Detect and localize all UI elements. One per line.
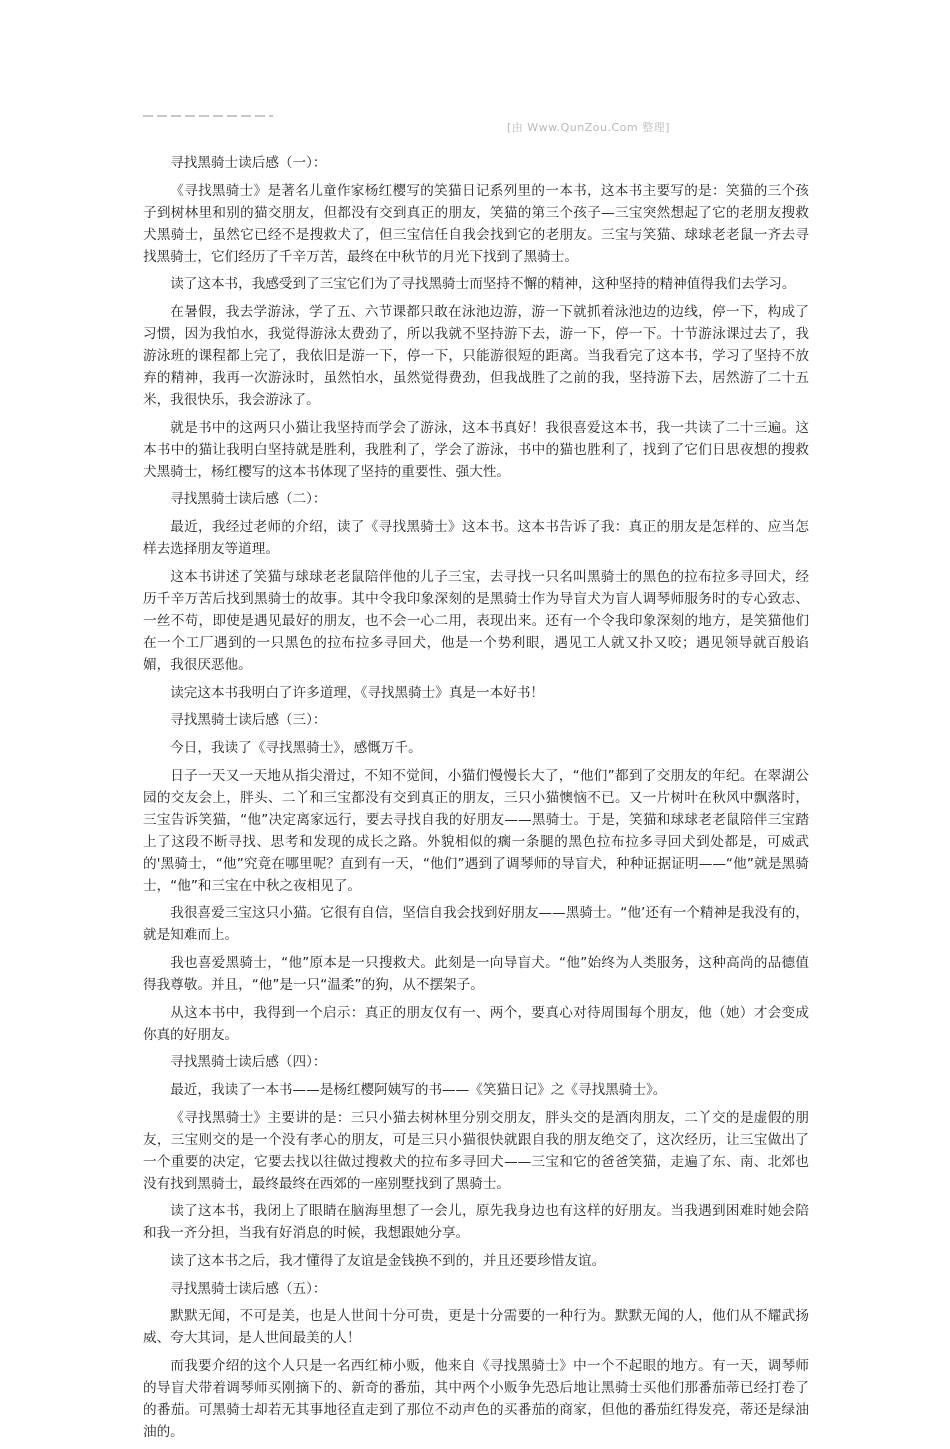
paragraph: 日子一天又一天地从指尖滑过，不知不觉间，小猫们慢慢长大了，“他们”都到了交朋友的年纪。在翠湖公园的交友会上，胖头、二丫和三宝都没有交到真正的朋友，三只小猫懊恼不已。又一片树叶在秋风中飘落时，三宝告诉笑猫，“他”决定离家远行，要去寻找自我的好朋友——黑骑士。于是，笑猫和球球老老鼠陪伴三宝踏上了这段不断寻找、思考和发现的成长之路。外貌相似的瘸一条腿的黑色拉布拉多寻回犬到处都是，可威武的'黑骑士，“他”究竟在哪里呢？直到有一天，“他们”遇到了调琴师的导盲犬，种种证据证明——“他”就是黑骑士，“他”和三宝在中秋之夜相见了。 <box>143 767 809 894</box>
paragraph: 今日，我读了《寻找黑骑士》，感慨万千。 <box>170 739 422 756</box>
paragraph: 我也喜爱黑骑士，“他”原本是一只搜救犬。此刻是一向导盲犬。“他”始终为人类服务，这种高尚的品德值得我尊敬。并且，“他”是一只“温柔”的狗，从不摆架子。 <box>143 954 809 993</box>
section-heading-1: 寻找黑骑士读后感（一）： <box>170 155 327 171</box>
paragraph: 而我要介绍的这个人只是一名西红柿小贩，他来自《寻找黑骑士》中一个不起眼的地方。有一天，调琴师的导盲犬带着调琴师买刚摘下的、新奇的番茄，其中两个小贩争先恐后地让黑骑士买他们那番茄蒂已经打卷了的番茄。可黑骑士却若无其事地径直走到了那位不动声色的买番茄的商家，但他的番茄红得发亮，蒂还是绿油油的。 <box>143 1358 809 1441</box>
paragraph: 最近，我经过老师的介绍，读了《寻找黑骑士》这本书。这本书告诉了我：真正的朋友是怎样的、应当怎样去选择朋友等道理。 <box>143 519 809 558</box>
paragraph: 就是书中的这两只小猫让我坚持而学会了游泳，这本书真好！我很喜爱这本书，我一共读了二十三遍。这本书中的猫让我明白坚持就是胜利，我胜利了，学会了游泳，书中的猫也胜利了，找到了它们日思夜想的搜救犬黑骑士，杨红樱写的这本书体现了坚持的重要性、强大性。 <box>143 419 809 480</box>
paragraph: 读完这本书我明白了许多道理，《寻找黑骑士》真是一本好书！ <box>170 684 545 701</box>
paragraph: 在暑假，我去学游泳，学了五、六节课都只敢在泳池边游，游一下就抓着泳池边的边线，停一下，构成了习惯，因为我怕水，我觉得游泳太费劲了，所以我就不坚持游下去，游一下，停一下。十节游泳课过去了，我游泳班的课程都上完了，我依旧是游一下，停一下，只能游很短的距离。当我看完了这本书，学习了坚持不放弃的精神，我再一次游泳时，虽然怕水，虽然觉得费劲，但我战胜了之前的我，坚持游下去，居然游了二十五米，我很快乐，我会游泳了。 <box>143 304 809 409</box>
section-heading-3: 寻找黑骑士读后感（三）： <box>170 712 327 729</box>
paragraph: 读了这本书之后，我才懂得了友谊是金钱换不到的，并且还要珍惜友谊。 <box>170 1253 606 1270</box>
article-body <box>143 152 809 1449</box>
paragraph: 我很喜爱三宝这只小猫。它很有自信，坚信自我会找到好朋友——黑骑士。“他’还有一个精神是我没有的，就是知难而上。 <box>143 905 809 944</box>
faded-header-line <box>143 112 273 118</box>
paragraph: 读了这本书，我闭上了眼睛在脑海里想了一会儿，原先我身边也有这样的好朋友。当我遇到困难时她会陪和我一齐分担，当我有好消息的时候，我想跟她分享。 <box>143 1203 809 1242</box>
paragraph: 默默无闻，不可是美，也是人世间十分可贵，更是十分需要的一种行为。默默无闻的人，他们从不耀武扬威、夸大其词，是人世间最美的人！ <box>143 1308 809 1347</box>
paragraph: 读了这本书，我感受到了三宝它们为了寻找黑骑士而坚持不懈的精神，这种坚持的精神值得我们去学习。 <box>170 276 796 293</box>
paragraph: 从这本书中，我得到一个启示：真正的朋友仅有一、两个，要真心对待周围每个朋友，他（她）才会变成你真的好朋友。 <box>143 1004 809 1043</box>
paragraph: 《寻找黑骑士》是著名儿童作家杨红樱写的笑猫日记系列里的一本书，这本书主要写的是：笑猫的三个孩子到树林里和别的猫交朋友，但都没有交到真正的朋友，笑猫的第三个孩子—三宝突然想起了它的老朋友搜救犬黑骑士，虽然它已经不是搜救犬了，但三宝信任自我会找到它的老朋友。三宝与笑猫、球球老老鼠一齐去寻找黑骑士，它们经历了千辛万苦，最终在中秋节的月光下找到了黑骑士。 <box>143 182 809 265</box>
section-heading-4: 寻找黑骑士读后感（四）： <box>170 1054 327 1071</box>
section-heading-2: 寻找黑骑士读后感（二）： <box>170 491 327 508</box>
paragraph: 这本书讲述了笑猫与球球老老鼠陪伴他的儿子三宝，去寻找一只名叫黑骑士的黑色的拉布拉多寻回犬，经历千辛万苦后找到黑骑士的故事。其中令我印象深刻的是黑骑士作为导盲犬为盲人调琴师服务时的专心致志、一丝不苟，即使是遇见最好的朋友，也不会一心二用，表现出来。还有一个令我印象深刻的地方，是笑猫他们在一个工厂遇到的一只黑色的拉布拉多寻回犬，他是一个势利眼，遇见工人就又扑又咬；遇见领导就百般谄媚，我很厌恶他。 <box>143 568 809 673</box>
paragraph: 《寻找黑骑士》主要讲的是：三只小猫去树林里分别交朋友，胖头交的是酒肉朋友，二丫交的是虚假的朋友，三宝则交的是一个没有孝心的朋友，可是三只小猫很快就跟自我的朋友绝交了，这次经历，让三宝做出了一个重要的决定，它要去找以往做过搜救犬的拉布多寻回犬——三宝和它的爸爸笑猫，走遍了东、南、北郊也没有找到黑骑士，最终最终在西郊的一座别墅找到了黑骑士。 <box>143 1109 809 1192</box>
section-heading-5: 寻找黑骑士读后感（五）： <box>170 1280 327 1297</box>
watermark-text: [由 Www.QunZou.Com 整理] <box>507 121 670 134</box>
paragraph: 最近，我读了一本书——是杨红樱阿姨写的书——《笑猫日记》之《寻找黑骑士》。 <box>170 1082 667 1098</box>
